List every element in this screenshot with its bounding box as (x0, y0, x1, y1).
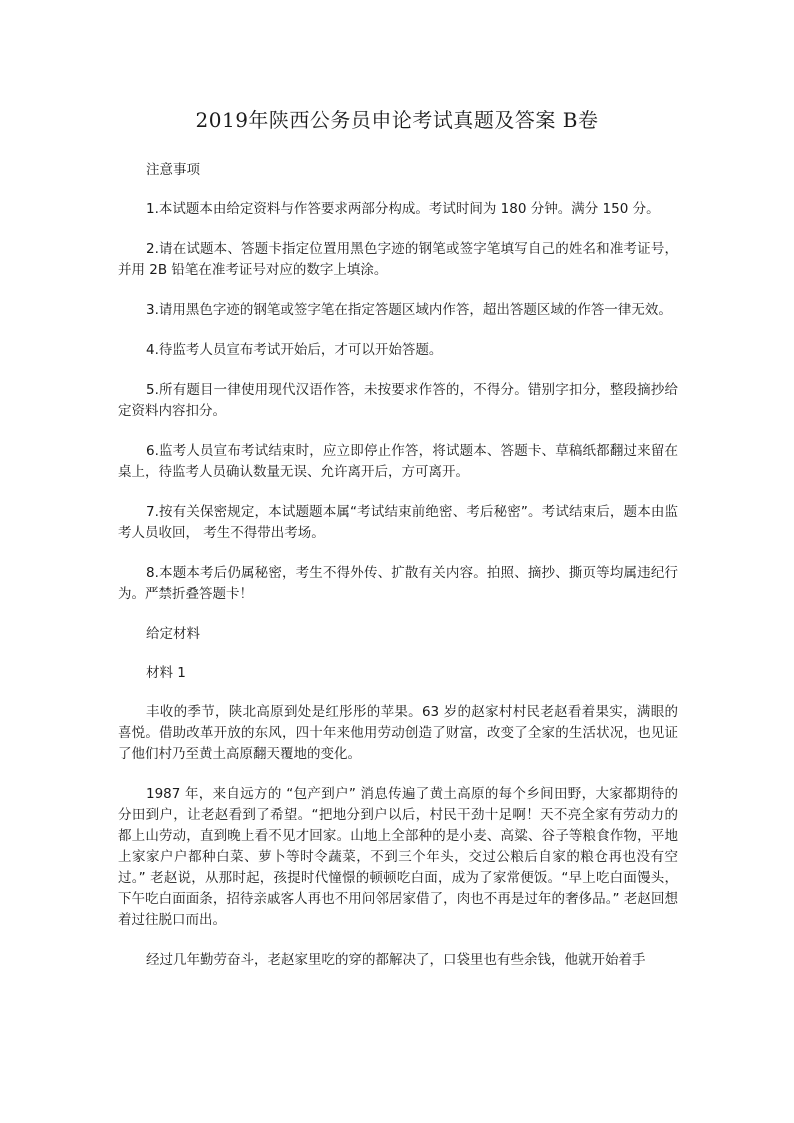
document-title: 2019年陕西公务员申论考试真题及答案 B卷 (195, 108, 599, 132)
material-1-paragraph-3: 经过几年勤劳奋斗，老赵家里吃的穿的都解决了，口袋里也有些余钱，他就开始着手 (146, 952, 646, 968)
notice-item-8: 8.本题本考后仍属秘密，考生不得外传、扩散有关内容。拍照、摘抄、撕页等均属违纪行为。严禁折叠答题卡！ (118, 565, 678, 602)
material-1-heading: 材料 1 (146, 665, 186, 681)
materials-heading: 给定材料 (146, 626, 200, 642)
notice-item-7: 7.按有关保密规定，本试题题本属“考试结束前绝密、考后秘密”。考试结束后，题本由监考人员收回， 考生不得带出考场。 (118, 504, 678, 541)
notice-heading: 注意事项 (146, 162, 200, 178)
notice-item-6: 6.监考人员宣布考试结束时，应立即停止作答，将试题本、答题卡、草稿纸都翻过来留在桌上，待监考人员确认数量无误、允许离开后，方可离开。 (118, 443, 678, 480)
notice-item-5: 5.所有题目一律使用现代汉语作答，未按要求作答的，不得分。错别字扣分，整段摘抄给定资料内容扣分。 (118, 382, 678, 419)
notice-item-3: 3.请用黑色字迹的钢笔或签字笔在指定答题区域内作答，超出答题区域的作答一律无效。 (146, 302, 672, 318)
notice-item-4: 4.待监考人员宣布考试开始后，才可以开始答题。 (146, 342, 443, 358)
notice-item-1: 1.本试题本由给定资料与作答要求两部分构成。考试时间为 180 分钟。满分 150 分。 (146, 201, 660, 217)
document-body (118, 160, 678, 990)
notice-item-2: 2.请在试题本、答题卡指定位置用黑色字迹的钢笔或签字笔填写自己的姓名和准考证号，并用 2B 铅笔在准考证号对应的数字上填涂。 (118, 241, 678, 278)
material-1-paragraph-1: 丰收的季节，陕北高原到处是红彤彤的苹果。63 岁的赵家村村民老赵看着果实，满眼的喜悦。借助改革开放的东风，四十年来他用劳动创造了财富，改变了全家的生活状况，也见证了他们村乃至黄土高原翻天覆地的变化。 (118, 704, 678, 762)
material-1-paragraph-2: 1987 年，来自远方的 “包产到户” 消息传遍了黄土高原的每个乡间田野，大家都期待的分田到户，让老赵看到了希望。“把地分到户以后，村民干劲十足啊！天不亮全家有劳动力的都上山劳动，直到晚上看不见才回家。山地上全部种的是小麦、高粱、谷子等粮食作物，平地上家家户户都种白菜、萝卜等时令蔬菜，不到三个年头，交过公粮后自家的粮仓再也没有空过。” 老赵说，从那时起，孩提时代憧憬的顿顿吃白面，成为了家常便饭。“早上吃白面馒头，下午吃白面面条，招待亲戚客人再也不用问邻居家借了，肉也不再是过年的奢侈品。” 老赵回想着过往脱口而出。 (118, 786, 678, 928)
